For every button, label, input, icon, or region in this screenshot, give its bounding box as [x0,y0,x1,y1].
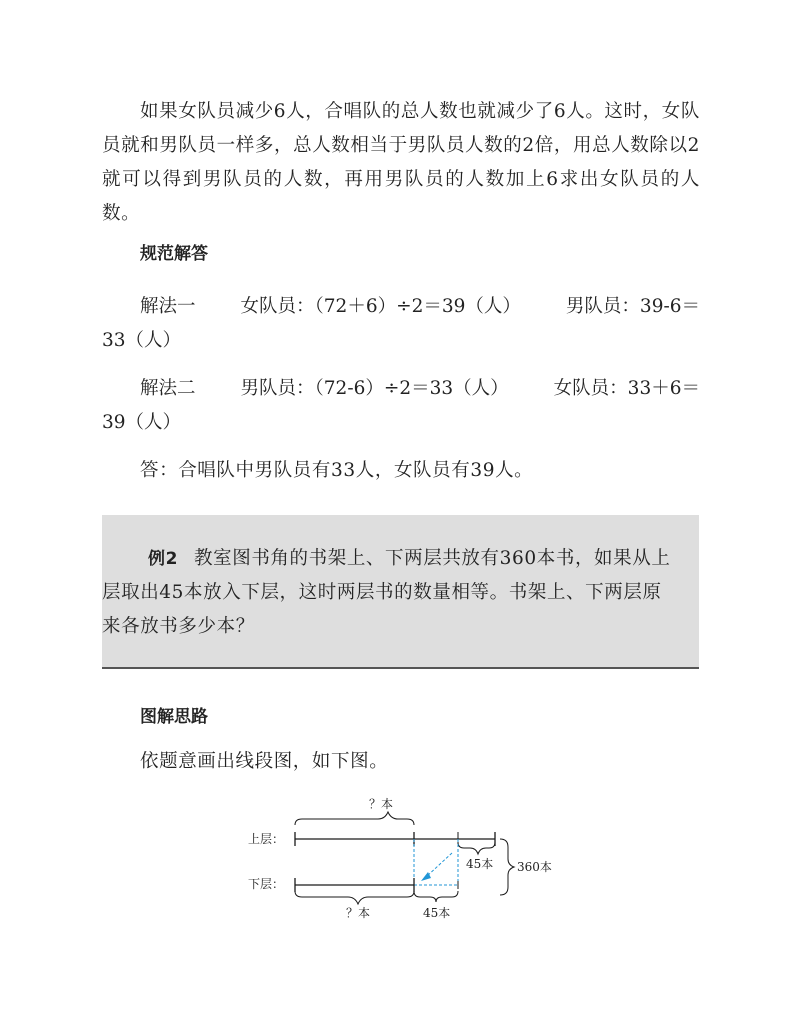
explanation-paragraph: 如果女队员减少6人，合唱队的总人数也就减少了6人。这时，女队员就和男队员一样多，总人数相当于男队员人数的2倍，用总人数除以2就可以得到男队员的人数，再用男队员的人数加上6求出女队员的人数。 [102,101,700,224]
moved-brace [458,842,495,854]
method-2-part1: 男队员：（72-6）÷2＝33（人） [240,378,509,399]
example-line-2: 层取出45本放入下层，这时两层书的数量相等。书架上、下两层原 [102,582,662,603]
upper-layer-label: 上层： [248,832,285,846]
method-1-part2: 男队员：39-6＝ [565,296,700,317]
lower-layer-label: 下层： [248,877,285,891]
answer-line: 答：合唱队中男队员有33人，女队员有39人。 [140,460,534,481]
method-1-part1: 女队员：（72＋6）÷2＝39（人） [240,296,521,317]
added-brace [414,891,458,902]
transfer-arrow-line [426,853,452,877]
bottom-brace-label: ？本 [345,906,371,920]
section-heading-diagram: 图解思路 [140,707,208,727]
example-label: 例2 [148,549,179,569]
example-box [102,515,699,669]
method-2-continuation: 39（人） [102,412,182,433]
diagram-intro: 依题意画出线段图，如下图。 [140,751,389,772]
method-1-continuation: 33（人） [102,330,182,351]
example-text [102,542,689,644]
top-brace [295,812,414,825]
method-1-label: 解法一 [140,296,196,317]
section-heading-solution: 规范解答 [140,244,208,264]
example-line-1: 教室图书角的书架上、下两层共放有360本书，如果从上 [194,548,671,569]
method-2-label: 解法二 [140,378,196,399]
top-brace-label: ？本 [368,797,394,811]
added-label: 45本 [423,906,451,920]
line-segment-diagram [240,795,570,925]
moved-label: 45本 [466,857,494,871]
example-line-3: 来各放书多少本？ [102,616,255,637]
total-label: 360本 [517,860,552,874]
bottom-brace [295,891,414,904]
total-brace [500,839,514,895]
solution-method-1 [102,290,700,358]
method-2-part2: 女队员：33＋6＝ [553,378,700,399]
solution-method-2 [102,372,700,440]
